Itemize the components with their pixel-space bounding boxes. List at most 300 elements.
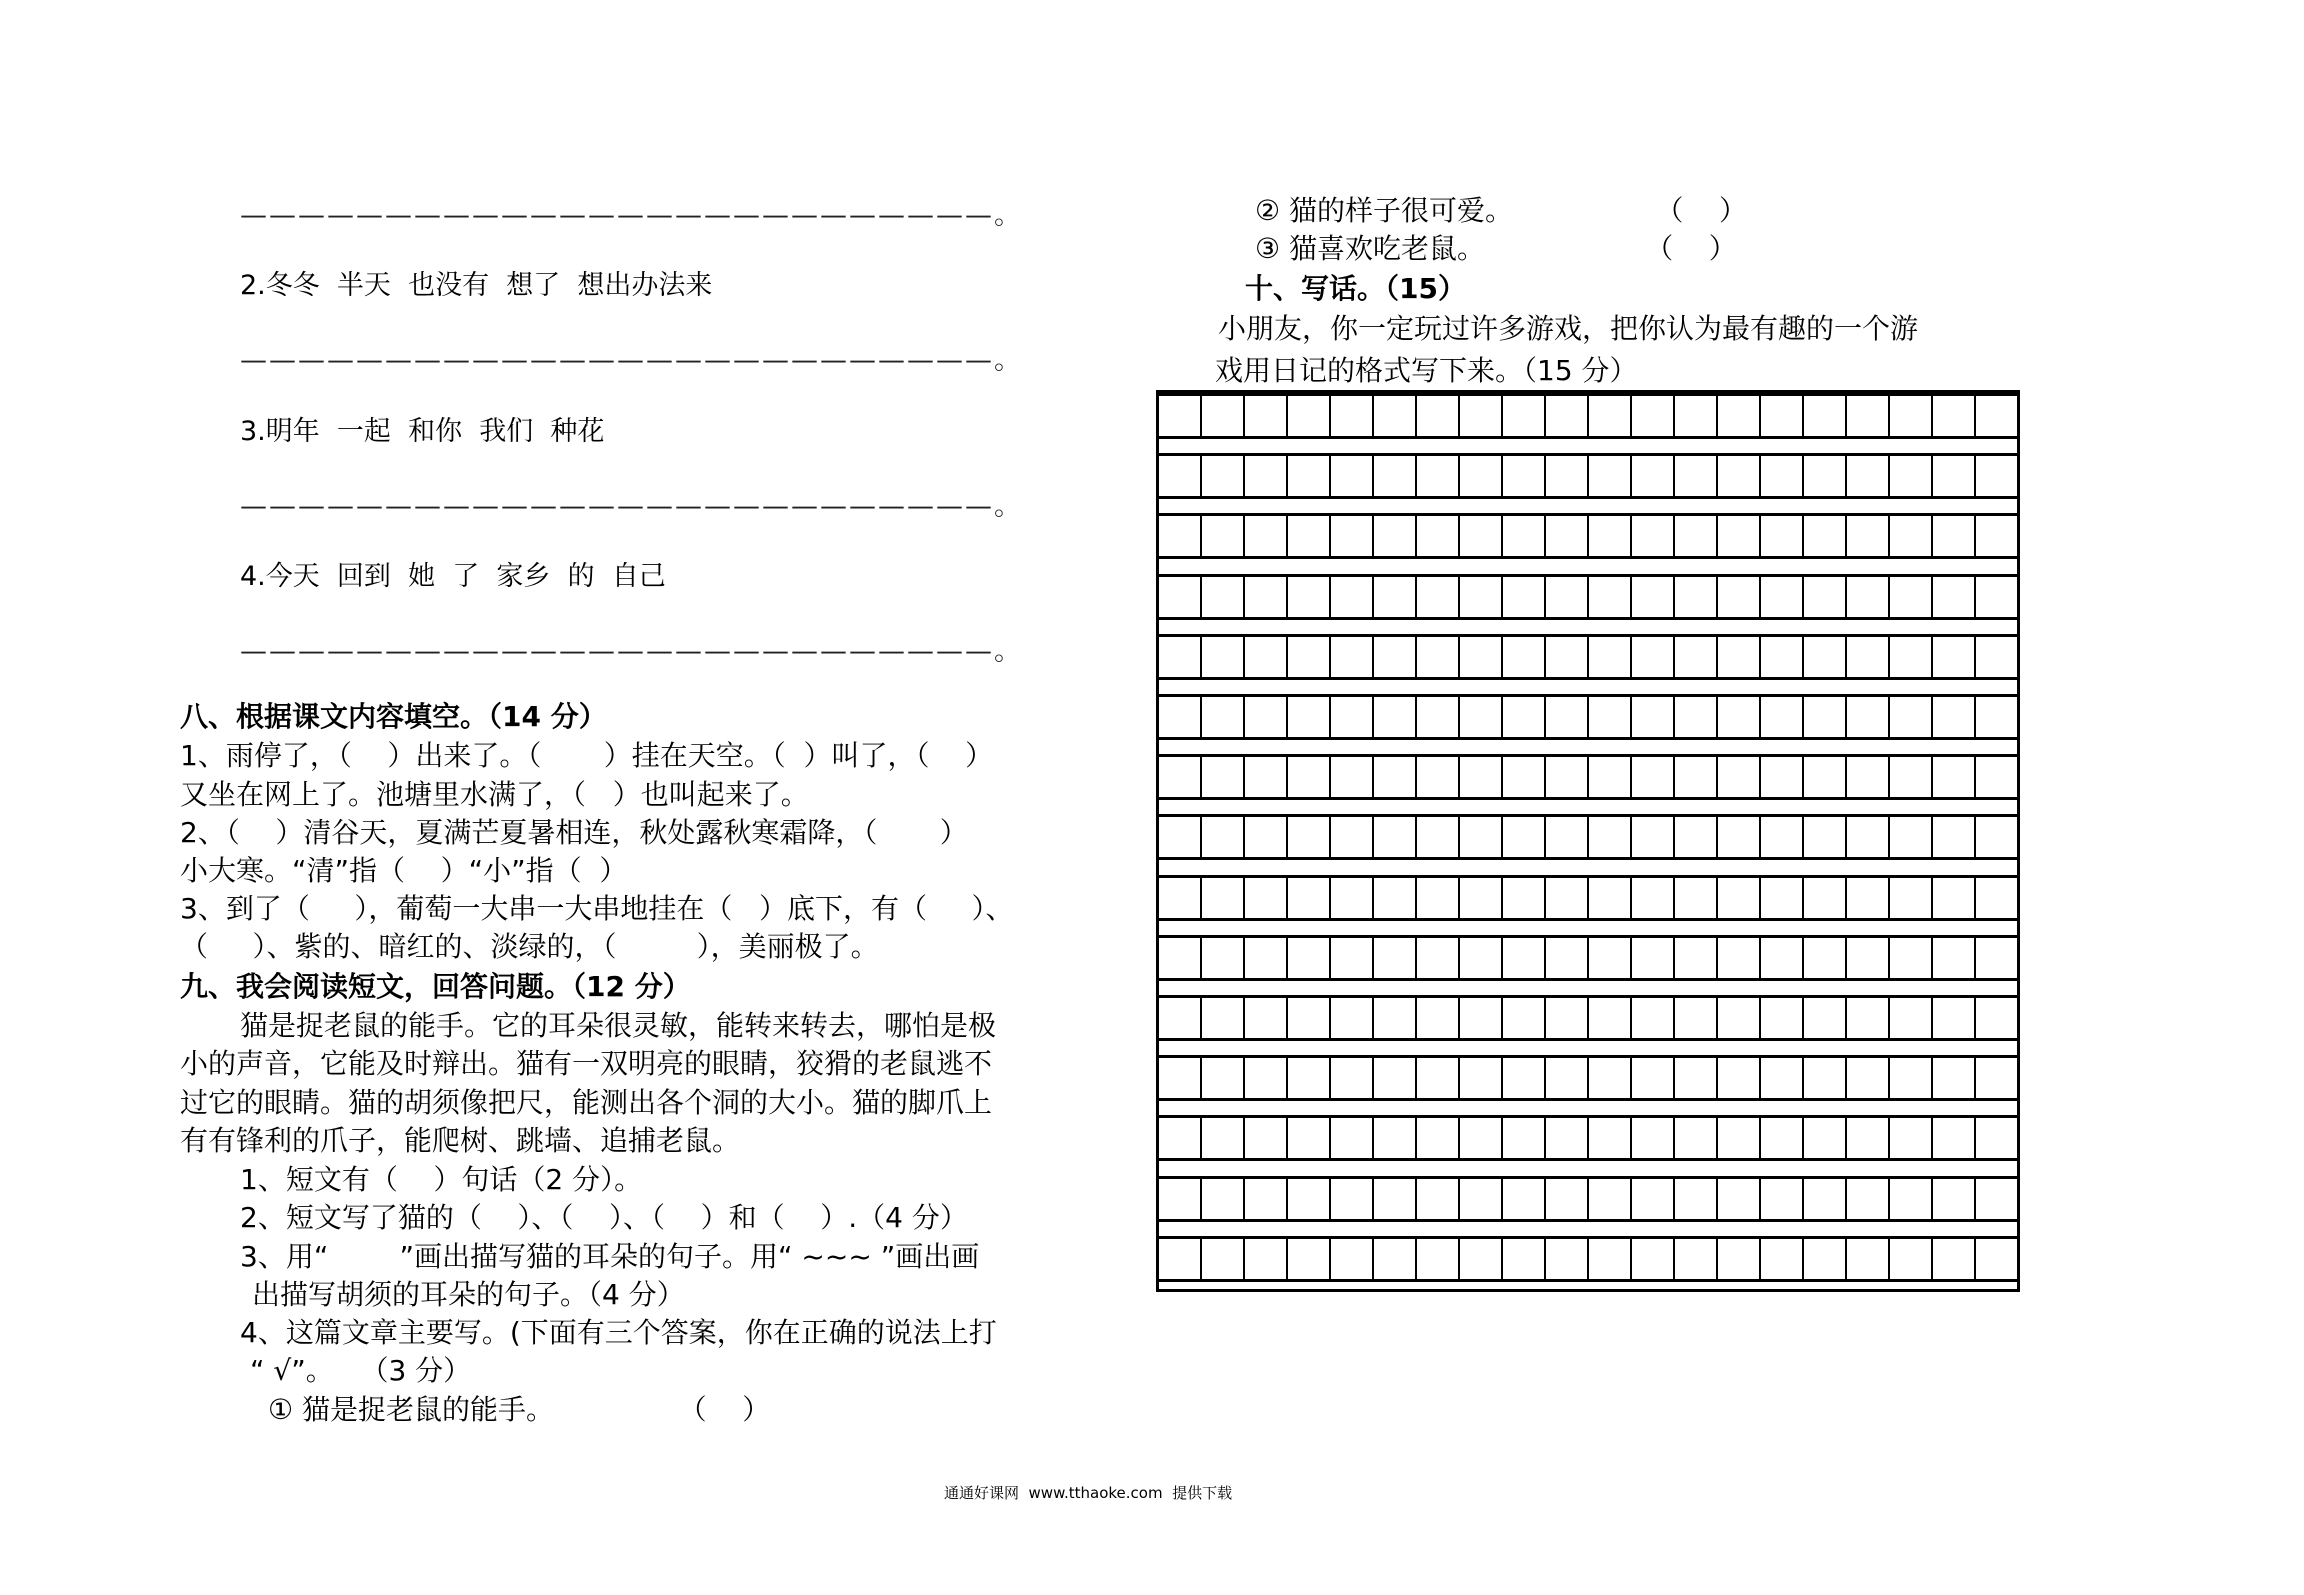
grid-cell[interactable] — [1503, 396, 1546, 436]
grid-cell[interactable] — [1933, 637, 1976, 677]
grid-cell[interactable] — [1718, 757, 1761, 797]
grid-cell[interactable] — [1804, 757, 1847, 797]
grid-cell[interactable] — [1460, 577, 1503, 617]
grid-cell[interactable] — [1546, 697, 1589, 737]
grid-cell[interactable] — [1933, 577, 1976, 617]
answer-line-2[interactable]: ——————————————————————————。 — [240, 345, 1023, 376]
grid-cell[interactable] — [1761, 938, 1804, 978]
grid-cell[interactable] — [1202, 697, 1245, 737]
grid-cell[interactable] — [1675, 577, 1718, 617]
grid-cell[interactable] — [1546, 577, 1589, 617]
grid-cell[interactable] — [1417, 938, 1460, 978]
grid-cell[interactable] — [1933, 1058, 1976, 1098]
grid-cell[interactable] — [1761, 817, 1804, 857]
grid-cell[interactable] — [1589, 456, 1632, 496]
grid-cell[interactable] — [1976, 1118, 2019, 1158]
grid-cell[interactable] — [1417, 637, 1460, 677]
grid-cell[interactable] — [1417, 817, 1460, 857]
grid-cell[interactable] — [1804, 516, 1847, 556]
grid-cell[interactable] — [1288, 456, 1331, 496]
grid-cell[interactable] — [1417, 396, 1460, 436]
grid-cell[interactable] — [1632, 516, 1675, 556]
grid-cell[interactable] — [1675, 516, 1718, 556]
grid-cell[interactable] — [1417, 1179, 1460, 1219]
grid-cell[interactable] — [1245, 1058, 1288, 1098]
grid-cell[interactable] — [1632, 697, 1675, 737]
grid-cell[interactable] — [1890, 396, 1933, 436]
grid-cell[interactable] — [1589, 516, 1632, 556]
grid-cell[interactable] — [1718, 697, 1761, 737]
grid-cell[interactable] — [1202, 878, 1245, 918]
grid-cell[interactable] — [1933, 697, 1976, 737]
grid-cell[interactable] — [1159, 637, 1202, 677]
grid-cell[interactable] — [1374, 1058, 1417, 1098]
grid-cell[interactable] — [1589, 938, 1632, 978]
grid-cell[interactable] — [1804, 817, 1847, 857]
grid-cell[interactable] — [1890, 1239, 1933, 1279]
grid-cell[interactable] — [1417, 757, 1460, 797]
grid-cell[interactable] — [1761, 1179, 1804, 1219]
grid-cell[interactable] — [1202, 998, 1245, 1038]
grid-cell[interactable] — [1374, 456, 1417, 496]
grid-cell[interactable] — [1632, 577, 1675, 617]
grid-cell[interactable] — [1589, 757, 1632, 797]
grid-cell[interactable] — [1245, 1179, 1288, 1219]
grid-cell[interactable] — [1933, 998, 1976, 1038]
grid-cell[interactable] — [1890, 456, 1933, 496]
grid-cell[interactable] — [1460, 757, 1503, 797]
grid-cell[interactable] — [1417, 577, 1460, 617]
grid-cell[interactable] — [1890, 577, 1933, 617]
grid-cell[interactable] — [1202, 757, 1245, 797]
grid-cell[interactable] — [1890, 878, 1933, 918]
grid-cell[interactable] — [1546, 1179, 1589, 1219]
grid-cell[interactable] — [1202, 577, 1245, 617]
grid-cell[interactable] — [1374, 998, 1417, 1038]
grid-cell[interactable] — [1890, 817, 1933, 857]
grid-cell[interactable] — [1417, 1118, 1460, 1158]
grid-cell[interactable] — [1589, 637, 1632, 677]
grid-cell[interactable] — [1374, 817, 1417, 857]
grid-cell[interactable] — [1546, 817, 1589, 857]
grid-cell[interactable] — [1976, 577, 2019, 617]
grid-cell[interactable] — [1374, 1118, 1417, 1158]
grid-cell[interactable] — [1847, 998, 1890, 1038]
grid-cell[interactable] — [1460, 938, 1503, 978]
grid-cell[interactable] — [1976, 757, 2019, 797]
grid-cell[interactable] — [1245, 757, 1288, 797]
grid-cell[interactable] — [1288, 1118, 1331, 1158]
grid-cell[interactable] — [1503, 998, 1546, 1038]
grid-cell[interactable] — [1288, 637, 1331, 677]
grid-cell[interactable] — [1675, 1179, 1718, 1219]
grid-cell[interactable] — [1933, 938, 1976, 978]
grid-cell[interactable] — [1288, 1239, 1331, 1279]
grid-cell[interactable] — [1847, 396, 1890, 436]
grid-cell[interactable] — [1288, 697, 1331, 737]
grid-cell[interactable] — [1675, 1239, 1718, 1279]
grid-cell[interactable] — [1374, 637, 1417, 677]
grid-cell[interactable] — [1804, 998, 1847, 1038]
grid-cell[interactable] — [1331, 637, 1374, 677]
grid-cell[interactable] — [1460, 637, 1503, 677]
grid-cell[interactable] — [1761, 697, 1804, 737]
grid-cell[interactable] — [1417, 1239, 1460, 1279]
grid-cell[interactable] — [1546, 878, 1589, 918]
grid-cell[interactable] — [1159, 1239, 1202, 1279]
grid-cell[interactable] — [1632, 1058, 1675, 1098]
grid-cell[interactable] — [1503, 516, 1546, 556]
grid-cell[interactable] — [1675, 817, 1718, 857]
grid-cell[interactable] — [1503, 938, 1546, 978]
grid-cell[interactable] — [1374, 697, 1417, 737]
grid-cell[interactable] — [1847, 1058, 1890, 1098]
grid-cell[interactable] — [1503, 697, 1546, 737]
grid-cell[interactable] — [1374, 516, 1417, 556]
grid-cell[interactable] — [1718, 456, 1761, 496]
grid-cell[interactable] — [1546, 938, 1589, 978]
grid-cell[interactable] — [1460, 697, 1503, 737]
grid-cell[interactable] — [1503, 1058, 1546, 1098]
grid-cell[interactable] — [1589, 1058, 1632, 1098]
grid-cell[interactable] — [1847, 456, 1890, 496]
grid-cell[interactable] — [1159, 456, 1202, 496]
grid-cell[interactable] — [1933, 516, 1976, 556]
grid-cell[interactable] — [1804, 577, 1847, 617]
grid-cell[interactable] — [1460, 1058, 1503, 1098]
grid-cell[interactable] — [1847, 1118, 1890, 1158]
grid-cell[interactable] — [1331, 878, 1374, 918]
grid-cell[interactable] — [1331, 998, 1374, 1038]
grid-cell[interactable] — [1288, 938, 1331, 978]
writing-grid[interactable] — [1156, 390, 2020, 1292]
grid-cell[interactable] — [1890, 938, 1933, 978]
answer-line-4[interactable]: ——————————————————————————。 — [240, 636, 1023, 667]
grid-cell[interactable] — [1890, 637, 1933, 677]
grid-cell[interactable] — [1331, 577, 1374, 617]
grid-cell[interactable] — [1546, 396, 1589, 436]
grid-cell[interactable] — [1890, 1179, 1933, 1219]
grid-cell[interactable] — [1288, 516, 1331, 556]
grid-cell[interactable] — [1159, 1118, 1202, 1158]
grid-cell[interactable] — [1245, 456, 1288, 496]
grid-cell[interactable] — [1288, 757, 1331, 797]
grid-cell[interactable] — [1159, 938, 1202, 978]
grid-cell[interactable] — [1417, 1058, 1460, 1098]
grid-cell[interactable] — [1761, 878, 1804, 918]
grid-cell[interactable] — [1890, 697, 1933, 737]
grid-cell[interactable] — [1374, 577, 1417, 617]
grid-cell[interactable] — [1761, 1118, 1804, 1158]
grid-cell[interactable] — [1159, 878, 1202, 918]
grid-cell[interactable] — [1503, 456, 1546, 496]
grid-cell[interactable] — [1374, 1239, 1417, 1279]
grid-cell[interactable] — [1374, 938, 1417, 978]
grid-cell[interactable] — [1288, 396, 1331, 436]
grid-cell[interactable] — [1159, 577, 1202, 617]
grid-cell[interactable] — [1675, 1118, 1718, 1158]
grid-cell[interactable] — [1976, 1179, 2019, 1219]
grid-cell[interactable] — [1804, 396, 1847, 436]
grid-cell[interactable] — [1976, 456, 2019, 496]
grid-cell[interactable] — [1503, 1239, 1546, 1279]
grid-cell[interactable] — [1331, 1118, 1374, 1158]
grid-cell[interactable] — [1933, 1118, 1976, 1158]
grid-cell[interactable] — [1632, 938, 1675, 978]
grid-cell[interactable] — [1933, 1179, 1976, 1219]
grid-cell[interactable] — [1245, 516, 1288, 556]
grid-cell[interactable] — [1460, 1179, 1503, 1219]
grid-cell[interactable] — [1718, 1118, 1761, 1158]
grid-cell[interactable] — [1675, 637, 1718, 677]
grid-cell[interactable] — [1331, 1239, 1374, 1279]
grid-cell[interactable] — [1159, 1058, 1202, 1098]
grid-cell[interactable] — [1331, 757, 1374, 797]
grid-cell[interactable] — [1933, 878, 1976, 918]
grid-cell[interactable] — [1288, 998, 1331, 1038]
grid-cell[interactable] — [1933, 817, 1976, 857]
grid-cell[interactable] — [1331, 456, 1374, 496]
grid-cell[interactable] — [1245, 1239, 1288, 1279]
grid-cell[interactable] — [1417, 998, 1460, 1038]
grid-cell[interactable] — [1589, 878, 1632, 918]
grid-cell[interactable] — [1288, 577, 1331, 617]
grid-cell[interactable] — [1589, 577, 1632, 617]
grid-cell[interactable] — [1503, 1179, 1546, 1219]
grid-cell[interactable] — [1675, 396, 1718, 436]
grid-cell[interactable] — [1632, 637, 1675, 677]
grid-cell[interactable] — [1847, 757, 1890, 797]
grid-cell[interactable] — [1761, 998, 1804, 1038]
grid-cell[interactable] — [1503, 577, 1546, 617]
grid-cell[interactable] — [1976, 998, 2019, 1038]
grid-cell[interactable] — [1890, 516, 1933, 556]
grid-cell[interactable] — [1933, 757, 1976, 797]
grid-cell[interactable] — [1159, 697, 1202, 737]
grid-cell[interactable] — [1202, 637, 1245, 677]
grid-cell[interactable] — [1761, 757, 1804, 797]
grid-cell[interactable] — [1460, 998, 1503, 1038]
grid-cell[interactable] — [1288, 817, 1331, 857]
grid-cell[interactable] — [1761, 1058, 1804, 1098]
grid-cell[interactable] — [1503, 637, 1546, 677]
grid-cell[interactable] — [1675, 878, 1718, 918]
grid-cell[interactable] — [1847, 637, 1890, 677]
grid-cell[interactable] — [1675, 697, 1718, 737]
grid-cell[interactable] — [1159, 1179, 1202, 1219]
grid-cell[interactable] — [1933, 396, 1976, 436]
grid-cell[interactable] — [1245, 817, 1288, 857]
grid-cell[interactable] — [1331, 1058, 1374, 1098]
grid-cell[interactable] — [1546, 516, 1589, 556]
grid-cell[interactable] — [1245, 637, 1288, 677]
grid-cell[interactable] — [1933, 1239, 1976, 1279]
grid-cell[interactable] — [1632, 817, 1675, 857]
grid-cell[interactable] — [1417, 697, 1460, 737]
grid-cell[interactable] — [1718, 637, 1761, 677]
grid-cell[interactable] — [1976, 697, 2019, 737]
grid-cell[interactable] — [1374, 878, 1417, 918]
grid-cell[interactable] — [1202, 396, 1245, 436]
grid-cell[interactable] — [1288, 1058, 1331, 1098]
grid-cell[interactable] — [1761, 456, 1804, 496]
grid-cell[interactable] — [1331, 1179, 1374, 1219]
grid-cell[interactable] — [1632, 998, 1675, 1038]
grid-cell[interactable] — [1890, 998, 1933, 1038]
grid-cell[interactable] — [1245, 998, 1288, 1038]
grid-cell[interactable] — [1589, 1118, 1632, 1158]
grid-cell[interactable] — [1546, 1058, 1589, 1098]
grid-cell[interactable] — [1632, 456, 1675, 496]
grid-cell[interactable] — [1804, 1239, 1847, 1279]
grid-cell[interactable] — [1417, 456, 1460, 496]
grid-cell[interactable] — [1503, 878, 1546, 918]
grid-cell[interactable] — [1976, 516, 2019, 556]
grid-cell[interactable] — [1460, 456, 1503, 496]
grid-cell[interactable] — [1847, 577, 1890, 617]
grid-cell[interactable] — [1718, 396, 1761, 436]
grid-cell[interactable] — [1847, 817, 1890, 857]
grid-cell[interactable] — [1202, 1058, 1245, 1098]
grid-cell[interactable] — [1460, 817, 1503, 857]
grid-cell[interactable] — [1632, 1118, 1675, 1158]
grid-cell[interactable] — [1374, 1179, 1417, 1219]
grid-cell[interactable] — [1331, 516, 1374, 556]
grid-cell[interactable] — [1804, 697, 1847, 737]
grid-cell[interactable] — [1546, 998, 1589, 1038]
grid-cell[interactable] — [1804, 1058, 1847, 1098]
grid-cell[interactable] — [1460, 878, 1503, 918]
grid-cell[interactable] — [1460, 1239, 1503, 1279]
grid-cell[interactable] — [1245, 878, 1288, 918]
grid-cell[interactable] — [1503, 817, 1546, 857]
grid-cell[interactable] — [1460, 516, 1503, 556]
grid-cell[interactable] — [1718, 516, 1761, 556]
grid-cell[interactable] — [1245, 1118, 1288, 1158]
grid-cell[interactable] — [1589, 697, 1632, 737]
grid-cell[interactable] — [1546, 1118, 1589, 1158]
grid-cell[interactable] — [1159, 757, 1202, 797]
grid-cell[interactable] — [1761, 1239, 1804, 1279]
grid-cell[interactable] — [1847, 938, 1890, 978]
grid-cell[interactable] — [1718, 1239, 1761, 1279]
grid-cell[interactable] — [1331, 817, 1374, 857]
grid-cell[interactable] — [1847, 516, 1890, 556]
grid-cell[interactable] — [1976, 637, 2019, 677]
grid-cell[interactable] — [1202, 817, 1245, 857]
grid-cell[interactable] — [1546, 456, 1589, 496]
grid-cell[interactable] — [1331, 396, 1374, 436]
grid-cell[interactable] — [1890, 1058, 1933, 1098]
grid-cell[interactable] — [1761, 396, 1804, 436]
grid-cell[interactable] — [1976, 817, 2019, 857]
grid-cell[interactable] — [1245, 577, 1288, 617]
grid-cell[interactable] — [1503, 757, 1546, 797]
grid-cell[interactable] — [1159, 516, 1202, 556]
grid-cell[interactable] — [1245, 697, 1288, 737]
grid-cell[interactable] — [1202, 1179, 1245, 1219]
grid-cell[interactable] — [1761, 516, 1804, 556]
grid-cell[interactable] — [1202, 1118, 1245, 1158]
grid-cell[interactable] — [1460, 396, 1503, 436]
grid-cell[interactable] — [1718, 1179, 1761, 1219]
grid-cell[interactable] — [1976, 938, 2019, 978]
grid-cell[interactable] — [1675, 938, 1718, 978]
grid-cell[interactable] — [1847, 1239, 1890, 1279]
grid-cell[interactable] — [1761, 577, 1804, 617]
grid-cell[interactable] — [1159, 998, 1202, 1038]
grid-cell[interactable] — [1331, 697, 1374, 737]
grid-cell[interactable] — [1761, 637, 1804, 677]
grid-cell[interactable] — [1804, 938, 1847, 978]
grid-cell[interactable] — [1288, 878, 1331, 918]
grid-cell[interactable] — [1589, 396, 1632, 436]
grid-cell[interactable] — [1847, 878, 1890, 918]
grid-cell[interactable] — [1202, 456, 1245, 496]
grid-cell[interactable] — [1890, 757, 1933, 797]
grid-cell[interactable] — [1331, 938, 1374, 978]
grid-cell[interactable] — [1718, 577, 1761, 617]
grid-cell[interactable] — [1632, 1239, 1675, 1279]
grid-cell[interactable] — [1675, 1058, 1718, 1098]
grid-cell[interactable] — [1976, 1239, 2019, 1279]
grid-cell[interactable] — [1976, 1058, 2019, 1098]
grid-cell[interactable] — [1632, 757, 1675, 797]
grid-cell[interactable] — [1245, 396, 1288, 436]
grid-cell[interactable] — [1202, 1239, 1245, 1279]
grid-cell[interactable] — [1718, 878, 1761, 918]
grid-cell[interactable] — [1933, 456, 1976, 496]
grid-cell[interactable] — [1632, 878, 1675, 918]
grid-cell[interactable] — [1632, 1179, 1675, 1219]
grid-cell[interactable] — [1718, 1058, 1761, 1098]
grid-cell[interactable] — [1804, 456, 1847, 496]
grid-cell[interactable] — [1632, 396, 1675, 436]
answer-line-1[interactable]: ——————————————————————————。 — [240, 200, 1023, 231]
grid-cell[interactable] — [1546, 1239, 1589, 1279]
grid-cell[interactable] — [1847, 697, 1890, 737]
grid-cell[interactable] — [1804, 878, 1847, 918]
grid-cell[interactable] — [1374, 396, 1417, 436]
grid-cell[interactable] — [1847, 1179, 1890, 1219]
grid-cell[interactable] — [1245, 938, 1288, 978]
grid-cell[interactable] — [1675, 998, 1718, 1038]
grid-cell[interactable] — [1159, 396, 1202, 436]
grid-cell[interactable] — [1589, 1239, 1632, 1279]
grid-cell[interactable] — [1976, 396, 2019, 436]
grid-cell[interactable] — [1718, 817, 1761, 857]
grid-cell[interactable] — [1890, 1118, 1933, 1158]
grid-cell[interactable] — [1718, 938, 1761, 978]
grid-cell[interactable] — [1159, 817, 1202, 857]
grid-cell[interactable] — [1675, 757, 1718, 797]
grid-cell[interactable] — [1374, 757, 1417, 797]
grid-cell[interactable] — [1546, 637, 1589, 677]
grid-cell[interactable] — [1503, 1118, 1546, 1158]
answer-line-3[interactable]: ——————————————————————————。 — [240, 491, 1023, 522]
grid-cell[interactable] — [1417, 516, 1460, 556]
grid-cell[interactable] — [1460, 1118, 1503, 1158]
grid-cell[interactable] — [1589, 1179, 1632, 1219]
grid-cell[interactable] — [1976, 878, 2019, 918]
grid-cell[interactable] — [1202, 938, 1245, 978]
grid-cell[interactable] — [1718, 998, 1761, 1038]
grid-cell[interactable] — [1288, 1179, 1331, 1219]
grid-cell[interactable] — [1417, 878, 1460, 918]
grid-cell[interactable] — [1804, 637, 1847, 677]
grid-cell[interactable] — [1804, 1118, 1847, 1158]
grid-cell[interactable] — [1589, 998, 1632, 1038]
